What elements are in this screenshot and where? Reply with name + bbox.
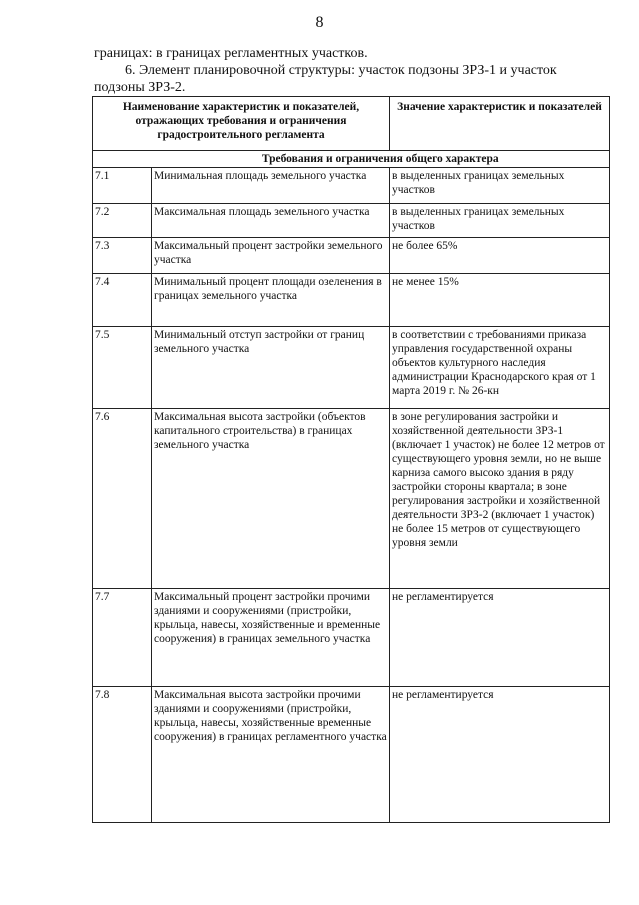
row-number: 7.2 (93, 204, 152, 238)
row-value: не регламентируется (390, 687, 610, 823)
table-row (93, 168, 610, 204)
page-number: 8 (315, 14, 324, 31)
table-row (93, 589, 610, 687)
row-name: Максимальный процент застройки прочими зданиями и сооружениями (пристройки, крыльца, навесы, хозяйственные и временные сооружения) в границах земельного участка (152, 589, 390, 687)
row-number: 7.5 (93, 327, 152, 409)
row-number: 7.8 (93, 687, 152, 823)
row-name: Минимальный процент площади озеленения в границах земельного участка (152, 274, 390, 327)
table-subheader-row (93, 151, 610, 168)
regulation-table (92, 96, 610, 823)
intro-line-2: 6. Элемент планировочной структуры: участок подзоны ЗРЗ-1 и участок (125, 63, 557, 78)
intro-line-1: границах: в границах регламентных участков. (94, 46, 368, 61)
row-value: в выделенных границах земельных участков (390, 204, 610, 238)
table-row (93, 409, 610, 589)
row-name: Максимальная высота застройки (объектов капитального строительства) в границах земельного участка (152, 409, 390, 589)
row-number: 7.4 (93, 274, 152, 327)
table-row (93, 687, 610, 823)
row-value: в зоне регулирования застройки и хозяйственной деятельности ЗРЗ-1 (включает 1 участок) не более 12 метров от существующего уровня земли, но не выше карниза самого высоко здания в ряду застройки стороны квартала; в зоне регулирования застройки и хозяйственной деятельности ЗРЗ-2 (включает 1 участок) не более 15 метров от существующего уровня земли (390, 409, 610, 589)
row-value: не регламентируется (390, 589, 610, 687)
table-row (93, 204, 610, 238)
row-value: в выделенных границах земельных участков (390, 168, 610, 204)
row-value: в соответствии с требованиями приказа управления государственной охраны объектов культурного наследия администрации Краснодарского края от 1 марта 2019 г. № 26-кн (390, 327, 610, 409)
row-number: 7.6 (93, 409, 152, 589)
table-row (93, 327, 610, 409)
row-number: 7.7 (93, 589, 152, 687)
table-header-row (93, 97, 610, 151)
row-value: не более 65% (390, 238, 610, 274)
row-name: Максимальный процент застройки земельного участка (152, 238, 390, 274)
row-name: Минимальный отступ застройки от границ земельного участка (152, 327, 390, 409)
header-name: Наименование характеристик и показателей, отражающих требования и ограничения градостроительного регламента (93, 97, 390, 151)
table-row (93, 238, 610, 274)
intro-line-3: подзоны ЗРЗ-2. (94, 80, 186, 95)
row-name: Максимальная высота застройки прочими зданиями и сооружениями (пристройки, крыльца, навесы, хозяйственные временные сооружения) в границах регламентного участка (152, 687, 390, 823)
subheader: Требования и ограничения общего характера (152, 151, 610, 168)
row-number: 7.1 (93, 168, 152, 204)
row-name: Максимальная площадь земельного участка (152, 204, 390, 238)
row-value: не менее 15% (390, 274, 610, 327)
header-value: Значение характеристик и показателей (390, 97, 610, 151)
row-name: Минимальная площадь земельного участка (152, 168, 390, 204)
subheader-empty (93, 151, 152, 168)
row-number: 7.3 (93, 238, 152, 274)
table-row (93, 274, 610, 327)
